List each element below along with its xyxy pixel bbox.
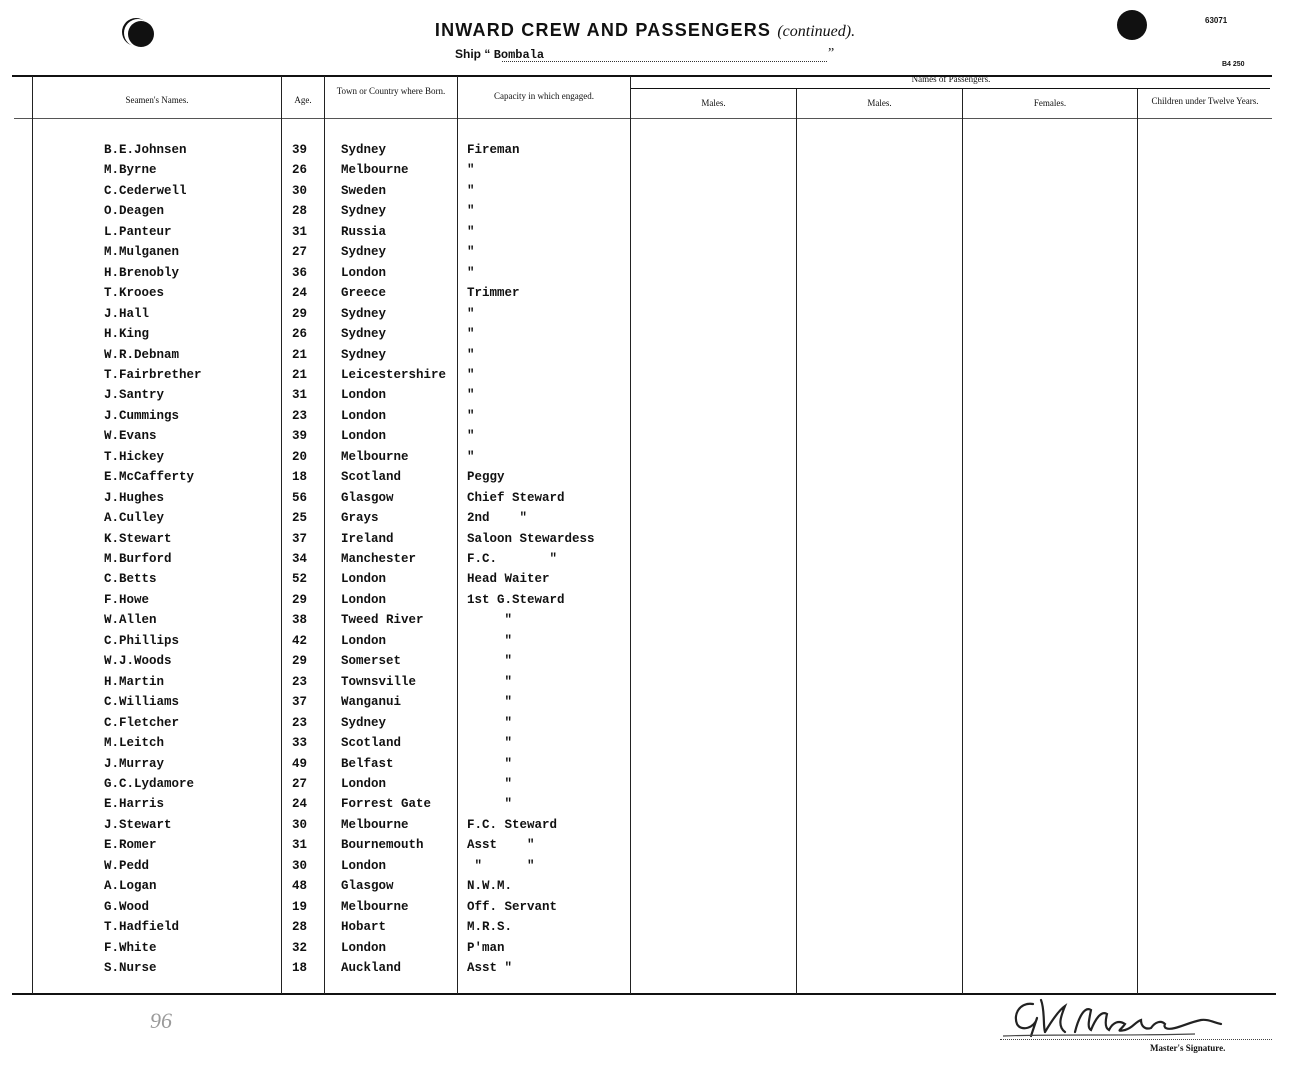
punch-hole-right: [1117, 10, 1147, 40]
crew-birthplace: Russia: [341, 224, 387, 239]
crew-name: W.R.Debnam: [104, 347, 180, 362]
crew-name: W.Pedd: [104, 858, 150, 873]
crew-birthplace: Sydney: [341, 306, 387, 321]
crew-capacity: Asst ": [467, 961, 513, 975]
ship-name: Bombala: [493, 48, 545, 62]
crew-name: J.Murray: [104, 756, 165, 771]
crew-birthplace: Grays: [341, 511, 379, 526]
crew-name: J.Hall: [104, 306, 150, 321]
crew-age: 36: [292, 265, 308, 280]
crew-birthplace: London: [341, 572, 387, 587]
title-text: INWARD CREW AND PASSENGERS: [434, 20, 772, 40]
crew-birthplace: Hobart: [341, 920, 387, 935]
crew-name: J.Hughes: [104, 490, 165, 505]
crew-capacity: ": [467, 163, 475, 178]
crew-capacity: M.R.S.: [467, 920, 513, 935]
crew-age: 23: [292, 674, 308, 689]
crew-age: 26: [292, 163, 308, 178]
crew-name: T.Fairbrether: [104, 367, 202, 382]
crew-name: J.Stewart: [104, 817, 172, 832]
ship-name-rule: [502, 61, 827, 62]
crew-age: 25: [292, 511, 308, 526]
crew-birthplace: Melbourne: [341, 449, 409, 464]
col-divider-name: [281, 76, 282, 994]
crew-name: B.E.Johnsen: [104, 143, 187, 157]
crew-birthplace: Bournemouth: [341, 838, 424, 853]
crew-capacity: ": [467, 204, 475, 219]
crew-capacity: ": [467, 183, 475, 198]
col-header-capacity: Capacity in which engaged.: [494, 91, 594, 101]
crew-birthplace: Greece: [341, 286, 387, 301]
crew-capacity: F.C. ": [467, 552, 558, 566]
crew-capacity: ": [467, 245, 475, 260]
crew-age: 28: [292, 204, 308, 219]
form-code: B4 250: [1222, 61, 1245, 68]
crew-name: T.Hickey: [104, 449, 165, 464]
col-header-age: Age.: [294, 95, 312, 105]
crew-capacity: Fireman: [467, 143, 520, 157]
crew-age: 29: [292, 654, 308, 669]
crew-birthplace: Sydney: [341, 327, 387, 342]
crew-birthplace: Glasgow: [341, 490, 394, 505]
crew-age: 30: [292, 858, 308, 873]
crew-capacity: ": [467, 695, 513, 710]
crew-age: 20: [292, 449, 308, 464]
col-divider-town: [457, 76, 458, 994]
crew-birthplace: Sydney: [341, 245, 387, 260]
crew-capacity: ": [467, 776, 513, 791]
crew-name: S.Nurse: [104, 961, 157, 975]
crew-name: A.Culley: [104, 511, 165, 526]
crew-capacity: ": [467, 633, 513, 648]
crew-age: 29: [292, 306, 308, 321]
crew-age: 30: [292, 183, 308, 198]
crew-age: 33: [292, 736, 308, 751]
crew-age: 48: [292, 879, 308, 894]
header-bottom-rule: [14, 118, 1272, 119]
crew-birthplace: Scotland: [341, 470, 402, 485]
crew-age: 23: [292, 408, 308, 423]
crew-name: G.C.Lydamore: [104, 776, 195, 791]
crew-birthplace: Belfast: [341, 756, 394, 771]
title-suffix: (continued).: [777, 23, 856, 40]
crew-name: M.Mulganen: [104, 245, 180, 260]
crew-age: 37: [292, 695, 308, 710]
crew-age: 28: [292, 920, 308, 935]
punch-hole-left: [128, 21, 154, 47]
crew-birthplace: London: [341, 940, 387, 955]
col-divider-females: [1137, 89, 1138, 994]
crew-capacity: Trimmer: [467, 286, 520, 301]
crew-capacity: Head Waiter: [467, 572, 550, 587]
crew-capacity: ": [467, 736, 513, 751]
crew-name: C.Fletcher: [104, 715, 180, 730]
crew-age: 29: [292, 592, 308, 607]
crew-age: 34: [292, 552, 308, 566]
crew-capacity: P'man: [467, 940, 505, 955]
col-header-name: Seamen's Names.: [125, 95, 189, 105]
crew-capacity: ": [467, 654, 513, 669]
crew-capacity: 2nd ": [467, 511, 528, 526]
crew-birthplace: Sydney: [341, 347, 387, 362]
crew-name: K.Stewart: [104, 531, 172, 546]
crew-birthplace: Glasgow: [341, 879, 394, 894]
col-divider-capacity: [630, 76, 631, 994]
col-header-males-2: Males.: [867, 98, 892, 108]
crew-age: 37: [292, 531, 308, 546]
crew-capacity: Chief Steward: [467, 490, 565, 505]
crew-name: J.Santry: [104, 388, 165, 403]
crew-capacity: F.C. Steward: [467, 817, 558, 832]
crew-age: 30: [292, 817, 308, 832]
crew-birthplace: Townsville: [341, 674, 417, 689]
crew-name: E.McCafferty: [104, 470, 195, 485]
crew-age: 49: [292, 756, 308, 771]
crew-birthplace: Sydney: [341, 143, 387, 157]
page-title: [380, 20, 910, 41]
crew-name: A.Logan: [104, 879, 157, 894]
crew-capacity: ": [467, 613, 513, 628]
crew-age: 56: [292, 490, 308, 505]
crew-name: F.White: [104, 940, 157, 955]
crew-capacity: ": [467, 797, 513, 812]
crew-age: 38: [292, 613, 308, 628]
crew-birthplace: Tweed River: [341, 613, 424, 628]
crew-age: 23: [292, 715, 308, 730]
crew-name: C.Phillips: [104, 633, 180, 648]
crew-capacity: ": [467, 265, 475, 280]
passenger-group-rule: [630, 88, 1270, 89]
col-header-children: Children under Twelve Years.: [1151, 96, 1259, 106]
crew-capacity: N.W.M.: [467, 879, 513, 894]
crew-name: W.Allen: [104, 613, 157, 628]
crew-birthplace: Leicestershire: [341, 367, 447, 382]
crew-name: M.Burford: [104, 552, 172, 566]
signature-rule: [1000, 1039, 1272, 1040]
crew-capacity: Peggy: [467, 470, 505, 485]
crew-age: 21: [292, 367, 308, 382]
crew-capacity: ": [467, 449, 475, 464]
crew-birthplace: London: [341, 429, 387, 444]
crew-birthplace: Auckland: [341, 961, 402, 975]
crew-capacity: " ": [467, 858, 535, 873]
crew-capacity: ": [467, 327, 475, 342]
crew-capacity: 1st G.Steward: [467, 592, 565, 607]
crew-birthplace: London: [341, 633, 387, 648]
crew-age: 32: [292, 940, 308, 955]
crew-age: 31: [292, 838, 308, 853]
crew-name: H.Martin: [104, 674, 165, 689]
crew-birthplace: Melbourne: [341, 899, 409, 914]
crew-name: M.Leitch: [104, 736, 165, 751]
crew-birthplace: London: [341, 592, 387, 607]
crew-capacity: ": [467, 347, 475, 362]
crew-age: 39: [292, 143, 308, 157]
crew-age: 26: [292, 327, 308, 342]
form-number: 63071: [1205, 16, 1228, 25]
crew-age: 27: [292, 776, 308, 791]
crew-age: 18: [292, 961, 308, 975]
col-header-passengers: Names of Passengers.: [911, 74, 991, 84]
ship-open-quote: “: [484, 47, 491, 61]
col-divider-left: [32, 76, 33, 994]
crew-birthplace: London: [341, 408, 387, 423]
crew-age: 31: [292, 224, 308, 239]
crew-capacity: ": [467, 715, 513, 730]
crew-birthplace: Sydney: [341, 715, 387, 730]
crew-name: J.Cummings: [104, 408, 180, 423]
crew-capacity: ": [467, 756, 513, 771]
crew-birthplace: Manchester: [341, 552, 417, 566]
crew-name: E.Romer: [104, 838, 157, 853]
crew-capacity: ": [467, 388, 475, 403]
page-mark: 96: [150, 1008, 172, 1033]
ship-label: Ship: [455, 47, 481, 61]
crew-name: E.Harris: [104, 797, 165, 812]
crew-age: 27: [292, 245, 308, 260]
crew-name: H.King: [104, 327, 150, 342]
crew-birthplace: Sydney: [341, 204, 387, 219]
crew-birthplace: Forrest Gate: [341, 797, 432, 812]
crew-birthplace: London: [341, 388, 387, 403]
crew-name: T.Hadfield: [104, 920, 180, 935]
ship-line: [455, 47, 544, 62]
crew-birthplace: Ireland: [341, 531, 394, 546]
ship-close-quote: ”: [828, 46, 835, 61]
crew-capacity: Asst ": [467, 838, 535, 853]
crew-age: 21: [292, 347, 308, 362]
crew-capacity: ": [467, 224, 475, 239]
crew-birthplace: Melbourne: [341, 163, 409, 178]
crew-name: F.Howe: [104, 592, 150, 607]
crew-age: 42: [292, 633, 308, 648]
col-header-males-1: Males.: [701, 98, 726, 108]
crew-name: O.Deagen: [104, 204, 165, 219]
crew-birthplace: Wanganui: [341, 695, 402, 710]
crew-birthplace: Scotland: [341, 736, 402, 751]
crew-age: 31: [292, 388, 308, 403]
col-divider-age: [324, 76, 325, 994]
crew-capacity: ": [467, 408, 475, 423]
crew-name: C.Cederwell: [104, 183, 187, 198]
crew-age: 24: [292, 797, 308, 812]
col-header-females: Females.: [1033, 98, 1067, 108]
crew-capacity: ": [467, 367, 475, 382]
crew-birthplace: Melbourne: [341, 817, 409, 832]
crew-name: G.Wood: [104, 899, 150, 914]
crew-name: C.Betts: [104, 572, 157, 587]
signature-label: Master's Signature.: [1150, 1043, 1226, 1053]
col-divider-males: [796, 89, 797, 994]
crew-capacity: ": [467, 674, 513, 689]
crew-age: 24: [292, 286, 308, 301]
crew-capacity: Saloon Stewardess: [467, 531, 595, 546]
crew-name: W.J.Woods: [104, 654, 172, 669]
crew-name: M.Byrne: [104, 163, 157, 178]
crew-age: 19: [292, 899, 308, 914]
crew-capacity: Off. Servant: [467, 899, 558, 914]
crew-age: 52: [292, 572, 308, 587]
crew-name: H.Brenobly: [104, 265, 180, 280]
crew-birthplace: London: [341, 776, 387, 791]
crew-name: T.Krooes: [104, 286, 165, 301]
crew-capacity: ": [467, 306, 475, 321]
crew-birthplace: London: [341, 858, 387, 873]
crew-name: W.Evans: [104, 429, 157, 444]
col-header-town: Town or Country where Born.: [336, 86, 446, 96]
crew-birthplace: Somerset: [341, 654, 402, 669]
crew-capacity: ": [467, 429, 475, 444]
crew-age: 18: [292, 470, 308, 485]
col-divider-males2: [962, 89, 963, 994]
crew-age: 39: [292, 429, 308, 444]
crew-name: C.Williams: [104, 695, 180, 710]
crew-birthplace: Sweden: [341, 183, 387, 198]
master-signature-image: [995, 992, 1235, 1042]
crew-name: L.Panteur: [104, 224, 172, 239]
crew-birthplace: London: [341, 265, 387, 280]
